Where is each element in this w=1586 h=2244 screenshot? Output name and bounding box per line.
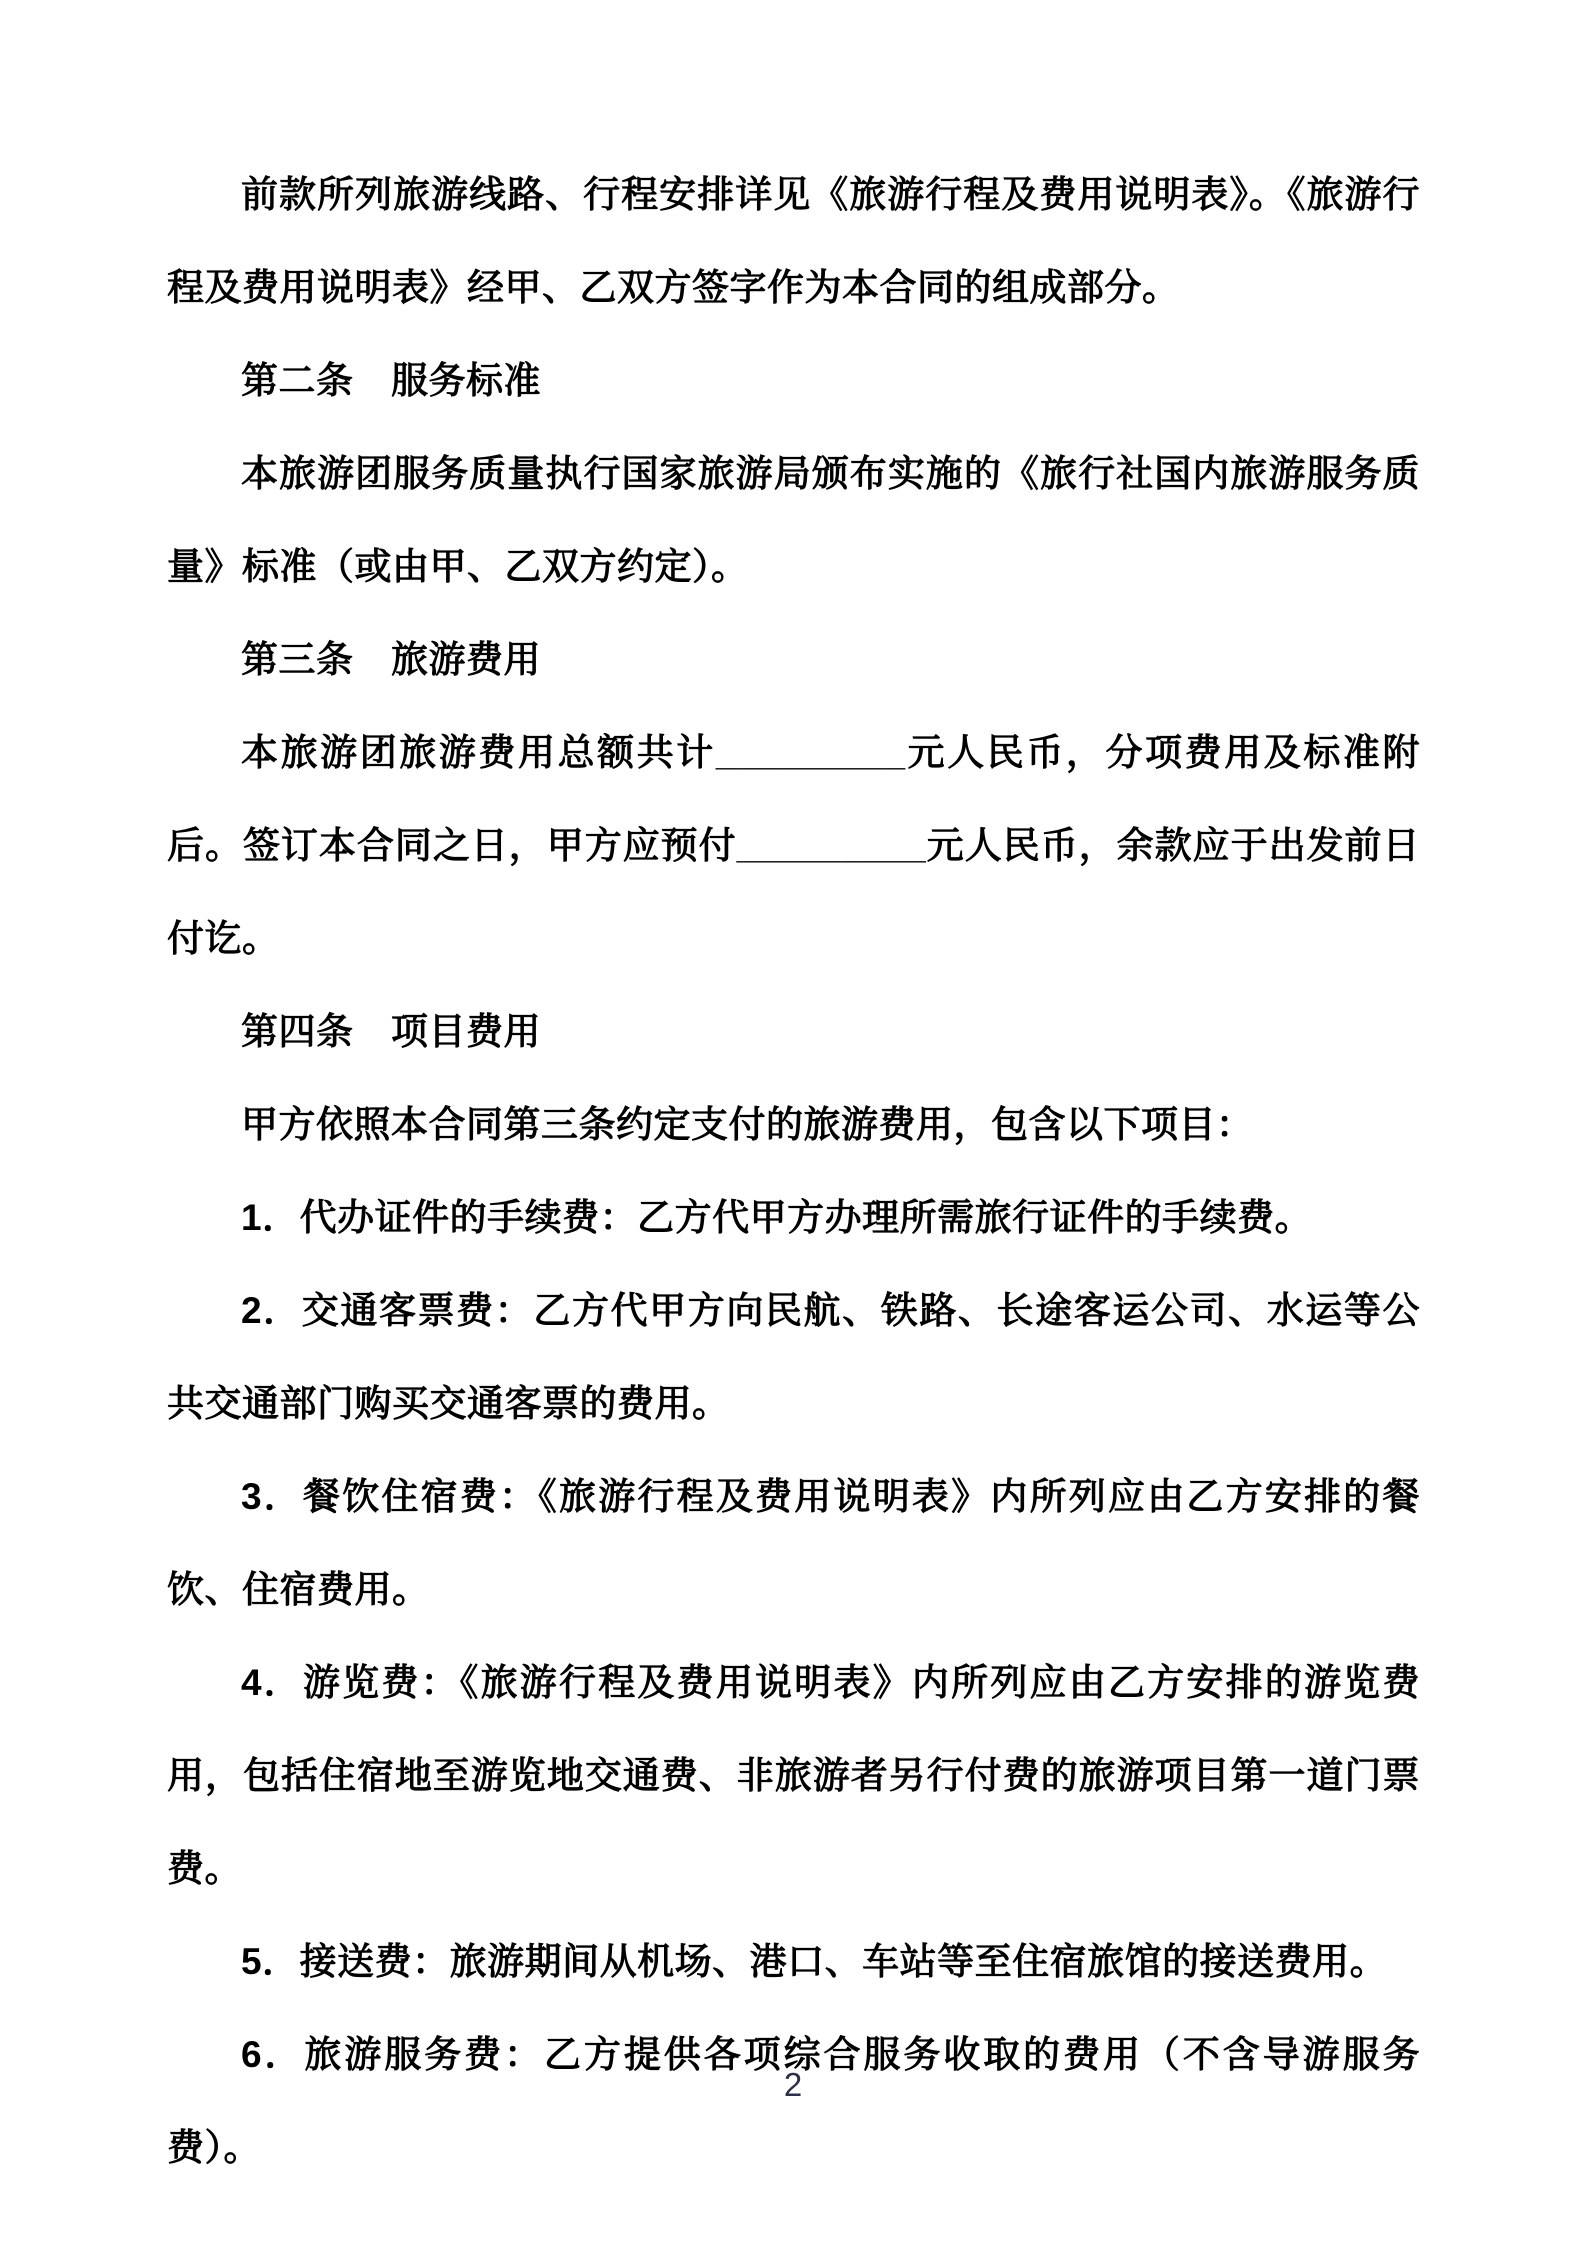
- clause-2-heading-service-standard: 第二条 服务标准: [241, 360, 541, 401]
- list-item-5-transfer-fee: 5．接送费：旅游期间从机场、港口、车站等至住宿旅馆的接送费用。: [241, 1941, 1388, 1982]
- page-number: 2: [783, 2066, 803, 2103]
- list-item-4-sightseeing-fee: 4．游览费：《旅游行程及费用说明表》内所列应由乙方安排的游览费用，包括住宿地至游览地交通费、非旅游者另行付费的旅游项目第一道门票费。: [167, 1662, 1420, 1889]
- list-item-1-document-handling-fee: 1．代办证件的手续费：乙方代甲方办理所需旅行证件的手续费。: [241, 1197, 1313, 1238]
- document-content: [167, 148, 1420, 2194]
- paragraph-service-standard: 本旅游团服务质量执行国家旅游局颁布实施的《旅行社国内旅游服务质量》标准（或由甲、乙双方约定）。: [167, 453, 1420, 587]
- clause-4-heading-item-fees: 第四条 项目费用: [241, 1011, 541, 1052]
- list-item-3-meal-lodging-fee: 3．餐饮住宿费：《旅游行程及费用说明表》内所列应由乙方安排的餐饮、住宿费用。: [167, 1476, 1420, 1610]
- list-item-2-transport-ticket-fee: 2．交通客票费：乙方代甲方向民航、铁路、长途客运公司、水运等公共交通部门购买交通客票的费用。: [167, 1290, 1420, 1424]
- paragraph-itinerary-reference: 前款所列旅游线路、行程安排详见《旅游行程及费用说明表》。《旅游行程及费用说明表》经甲、乙双方签字作为本合同的组成部分。: [167, 174, 1420, 308]
- clause-3-heading-travel-fees: 第三条 旅游费用: [241, 639, 541, 680]
- paragraph-travel-fees-total: 本旅游团旅游费用总额共计_________元人民币，分项费用及标准附后。签订本合同之日，甲方应预付_________元人民币，余款应于出发前日付讫。: [167, 732, 1420, 959]
- paragraph-item-fees-intro: 甲方依照本合同第三条约定支付的旅游费用，包含以下项目：: [241, 1104, 1254, 1145]
- page-footer: [0, 2066, 1586, 2104]
- list-item-6-travel-service-fee: 6．旅游服务费：乙方提供各项综合服务收取的费用（不含导游服务费）。: [167, 2034, 1420, 2168]
